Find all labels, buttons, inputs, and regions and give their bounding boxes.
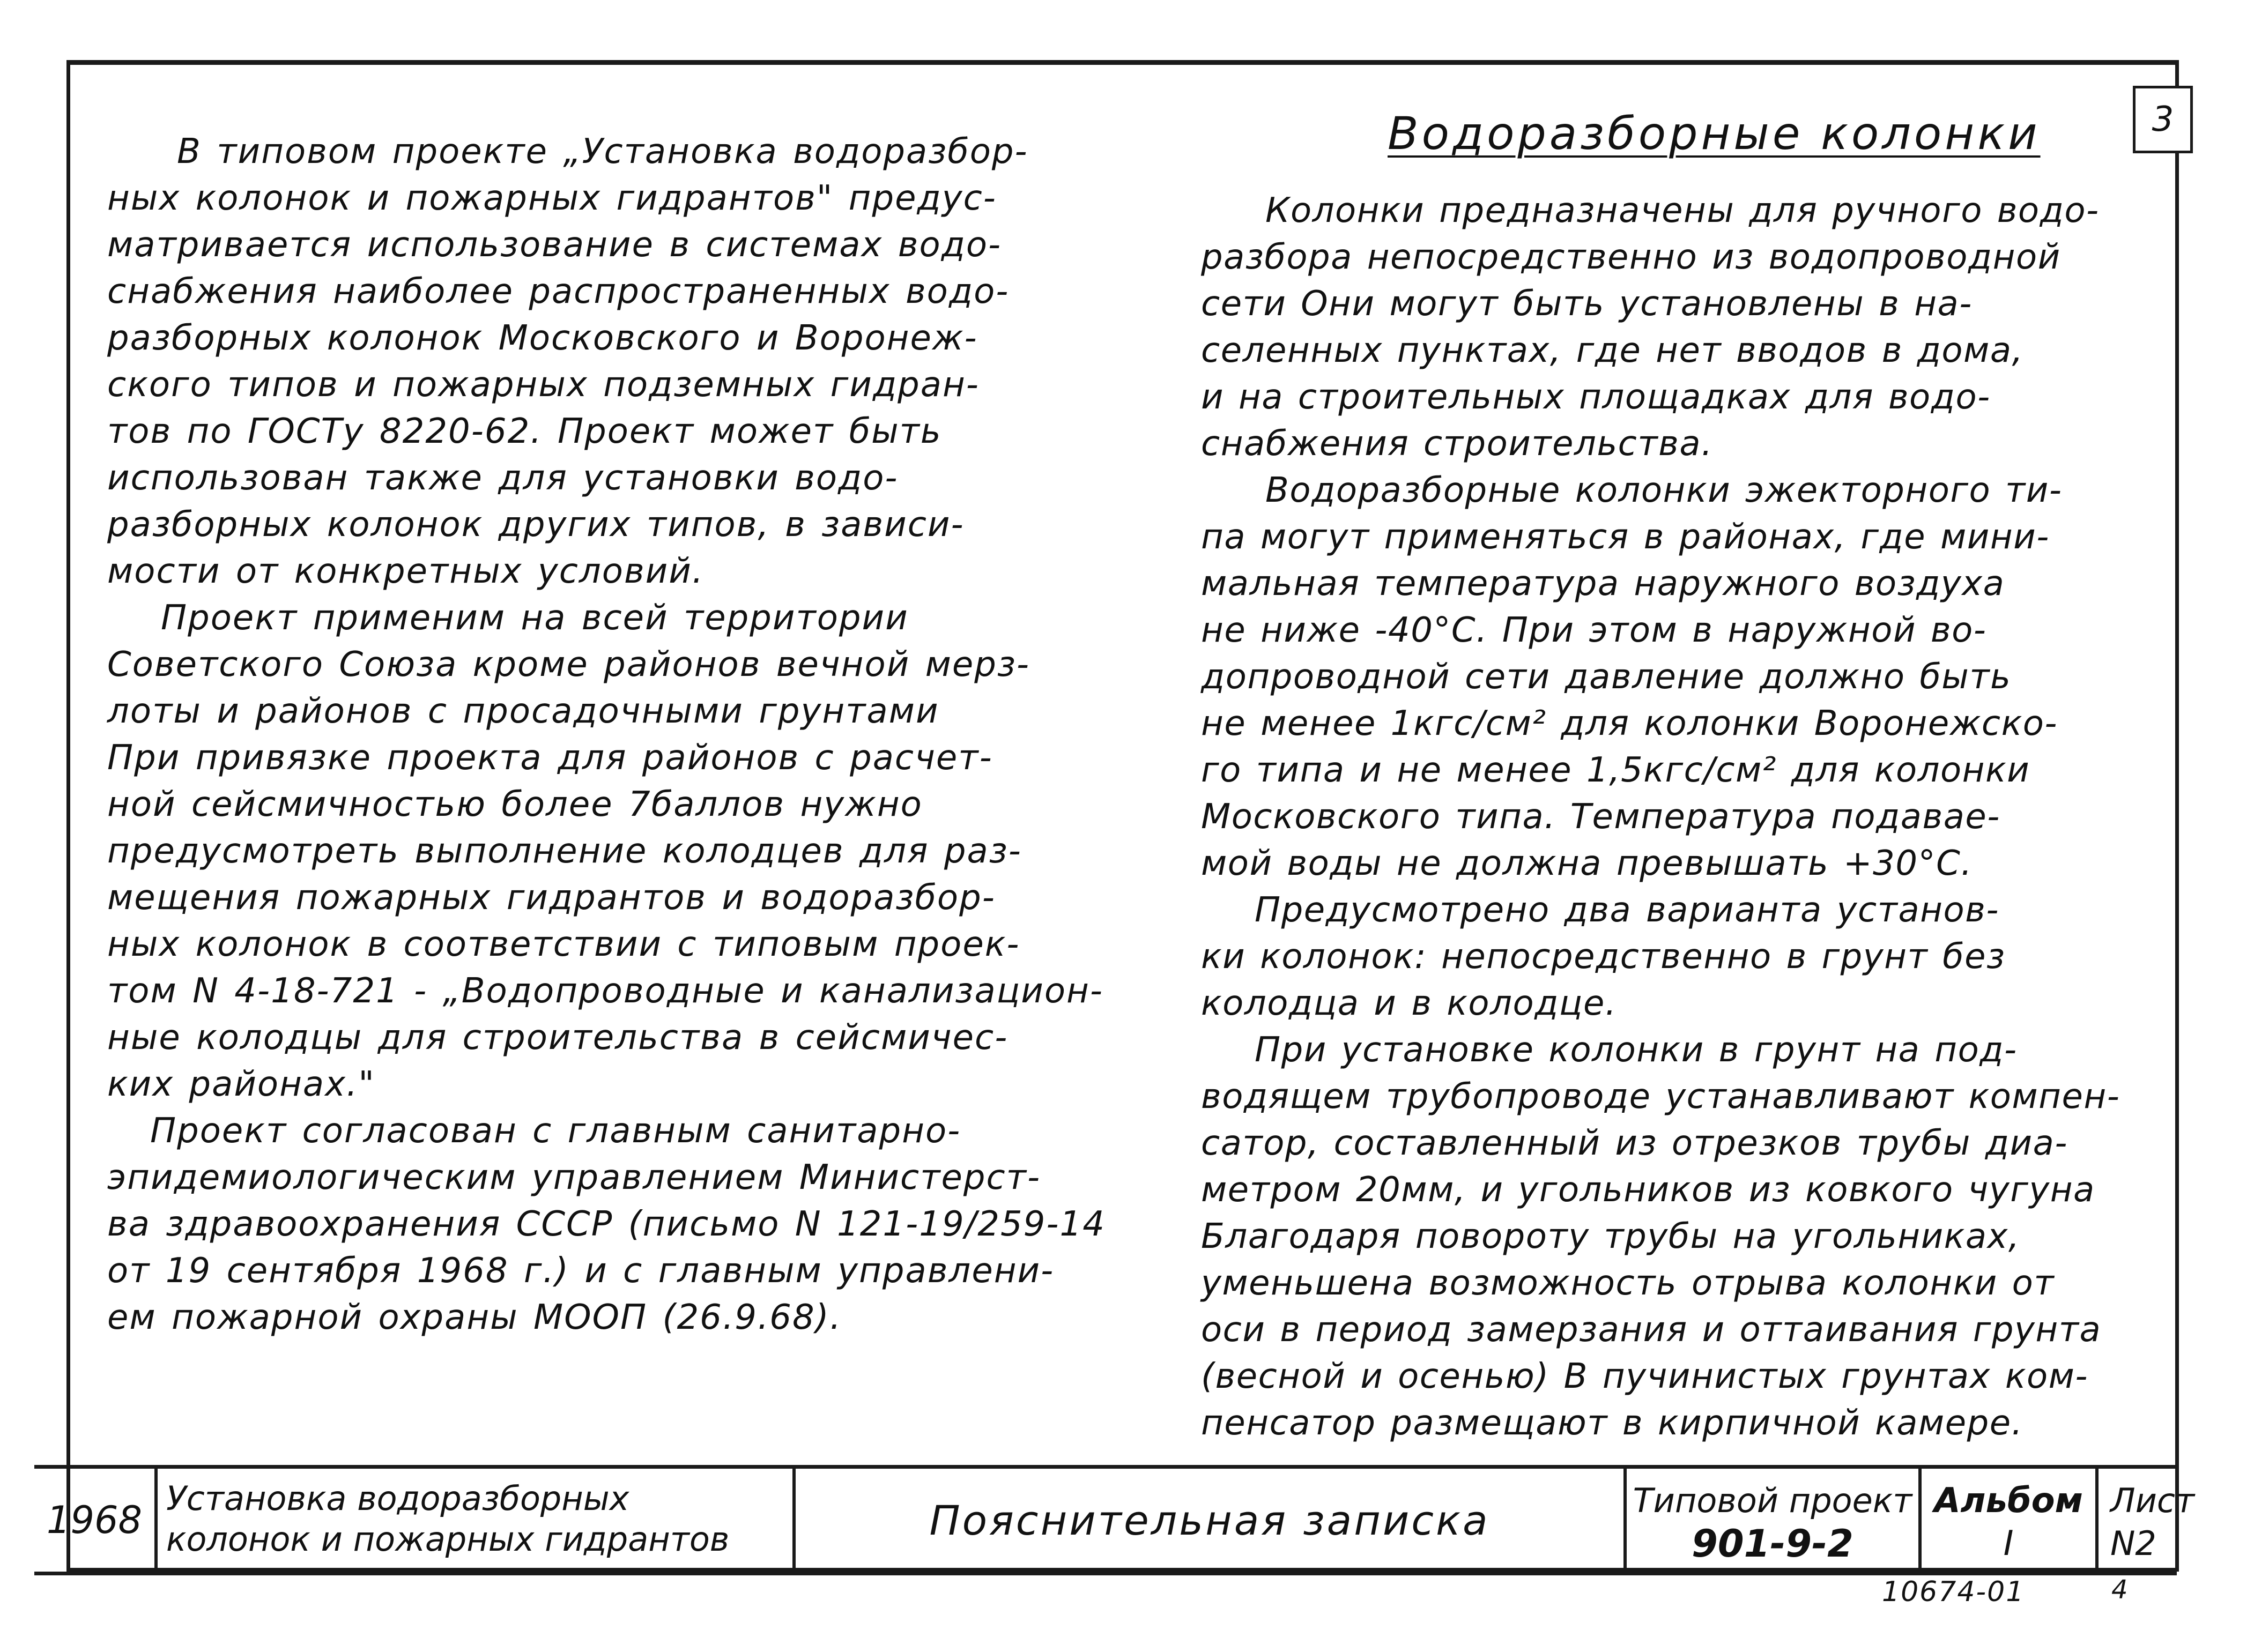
- text-line: сети Они могут быть установлены в на-: [1201, 284, 1973, 324]
- title-block-sheet: [2099, 1469, 2195, 1572]
- section-title: Водоразборные колонки: [1388, 107, 2041, 160]
- text-line: уменьшена возможность отрыва колонки от: [1201, 1263, 2055, 1303]
- text-line: ского типов и пожарных подземных гидран-: [107, 365, 980, 405]
- text-line: предусмотреть выполнение колодцев для раз-: [107, 831, 1022, 871]
- title-block: [34, 1465, 2195, 1572]
- project-name-line: колонок и пожарных гидрантов: [166, 1520, 730, 1559]
- text-line: Проект применим на всей территории: [161, 598, 909, 638]
- text-line: не менее 1кгс/см² для колонки Воронежско-: [1201, 704, 2058, 743]
- text-line: использован также для установки водо-: [107, 458, 899, 498]
- title-block-bottom-rule: [34, 1572, 2177, 1575]
- text-line: мости от конкретных условий.: [107, 552, 705, 591]
- text-line: снабжения строительства.: [1201, 424, 1713, 464]
- right-text-column: [1201, 188, 2182, 1447]
- text-line: оси в период замерзания и оттаивания грунта: [1201, 1310, 2102, 1350]
- left-text-column: [107, 129, 1158, 1341]
- text-line: ки колонок: непосредственно в грунт без: [1201, 937, 2006, 977]
- project-name-line: Установка водоразборных: [166, 1479, 629, 1518]
- text-line: мой воды не должна превышать +30°С.: [1201, 844, 1973, 883]
- sheet-value: N2: [2110, 1524, 2156, 1563]
- album-label: Альбом: [1934, 1481, 2083, 1521]
- text-line: водящем трубопроводе устанавливают компен-: [1201, 1077, 2120, 1117]
- text-line: ной сейсмичностью более 7баллов нужно: [107, 785, 923, 824]
- project-label: Типовой проект: [1633, 1481, 1912, 1520]
- text-line: ких районах.": [107, 1065, 375, 1104]
- text-line: мальная температура наружного воздуха: [1201, 564, 2005, 604]
- text-line: эпидемиологическим управлением Министерст-: [107, 1158, 1041, 1197]
- text-line: не ниже -40°С. При этом в наружной во-: [1201, 611, 1987, 650]
- text-line: от 19 сентября 1968 г.) и с главным управлени-: [107, 1251, 1055, 1291]
- text-line: Проект согласован с главным санитарно-: [150, 1111, 961, 1151]
- text-line: разборных колонок Московского и Воронеж-: [107, 318, 978, 358]
- text-line: мещения пожарных гидрантов и водоразбор-: [107, 878, 996, 918]
- text-line: тов по ГОСТу 8220-62. Проект может быть: [107, 412, 942, 451]
- album-value: I: [2003, 1524, 2014, 1564]
- sheet-number-box: 3: [2133, 86, 2193, 153]
- text-line: и на строительных площадках для водо-: [1201, 377, 1991, 417]
- text-line: матривается использование в системах водо-: [107, 225, 1002, 265]
- text-line: ные колодцы для строительства в сейсмичес-: [107, 1018, 1009, 1058]
- text-line: селенных пунктах, где нет вводов в дома,: [1201, 331, 2024, 370]
- text-line: При установке колонки в грунт на под-: [1255, 1030, 2018, 1070]
- text-line: пенсатор размещают в кирпичной камере.: [1201, 1403, 2023, 1443]
- project-number: 901-9-2: [1692, 1522, 1853, 1566]
- text-line: (весной и осенью) В пучинистых грунтах ком-: [1201, 1357, 2088, 1396]
- text-line: лоты и районов с просадочными грунтами: [107, 691, 939, 731]
- title-block-project: [1627, 1469, 1922, 1572]
- text-line: том N 4-18-721 - „Водопроводные и канализацион-: [107, 971, 1103, 1011]
- text-line: допроводной сети давление должно быть: [1201, 657, 2012, 697]
- text-line: разбора непосредственно из водопроводной: [1201, 237, 2061, 277]
- text-line: Благодаря повороту трубы на угольниках,: [1201, 1217, 2020, 1256]
- page-mark: 4: [2111, 1575, 2128, 1605]
- text-line: ем пожарной охраны МООП (26.9.68).: [107, 1298, 842, 1337]
- title-block-document: Пояснительная записка: [796, 1469, 1627, 1572]
- text-line: При привязке проекта для районов с расчет-: [107, 738, 993, 778]
- text-line: В типовом проекте „Установка водоразбор-: [177, 132, 1028, 172]
- text-line: разборных колонок других типов, в зависи-: [107, 505, 965, 545]
- text-line: снабжения наиболее распространенных водо-: [107, 272, 1010, 311]
- text-line: го типа и не менее 1,5кгс/см² для колонки: [1201, 750, 2030, 790]
- sheet-label: Лист: [2110, 1481, 2195, 1520]
- title-block-album: [1922, 1469, 2099, 1572]
- text-line: Водоразборные колонки эжекторного ти-: [1265, 471, 2063, 510]
- text-line: Колонки предназначены для ручного водо-: [1265, 191, 2100, 230]
- text-line: ных колонок и пожарных гидрантов" предус-: [107, 178, 997, 218]
- text-line: ных колонок в соответствии с типовым проек-: [107, 925, 1020, 964]
- text-line: сатор, составленный из отрезков трубы диа-: [1201, 1123, 2068, 1163]
- text-line: Советского Союза кроме районов вечной мерз-: [107, 645, 1030, 684]
- text-line: ва здравоохранения СССР (письмо N 121-19/259-14: [107, 1204, 1106, 1244]
- text-line: па могут применяться в районах, где мини-: [1201, 517, 2050, 557]
- inventory-code: 10674-01: [1882, 1576, 2025, 1608]
- text-line: колодца и в колодце.: [1201, 984, 1617, 1023]
- text-line: Московского типа. Температура подавае-: [1201, 797, 2000, 837]
- text-line: метром 20мм, и угольников из ковкого чугуна: [1201, 1170, 2095, 1210]
- title-block-project-name: [158, 1469, 796, 1572]
- text-line: Предусмотрено два варианта установ-: [1255, 890, 1999, 930]
- title-block-year: 1968: [34, 1469, 158, 1572]
